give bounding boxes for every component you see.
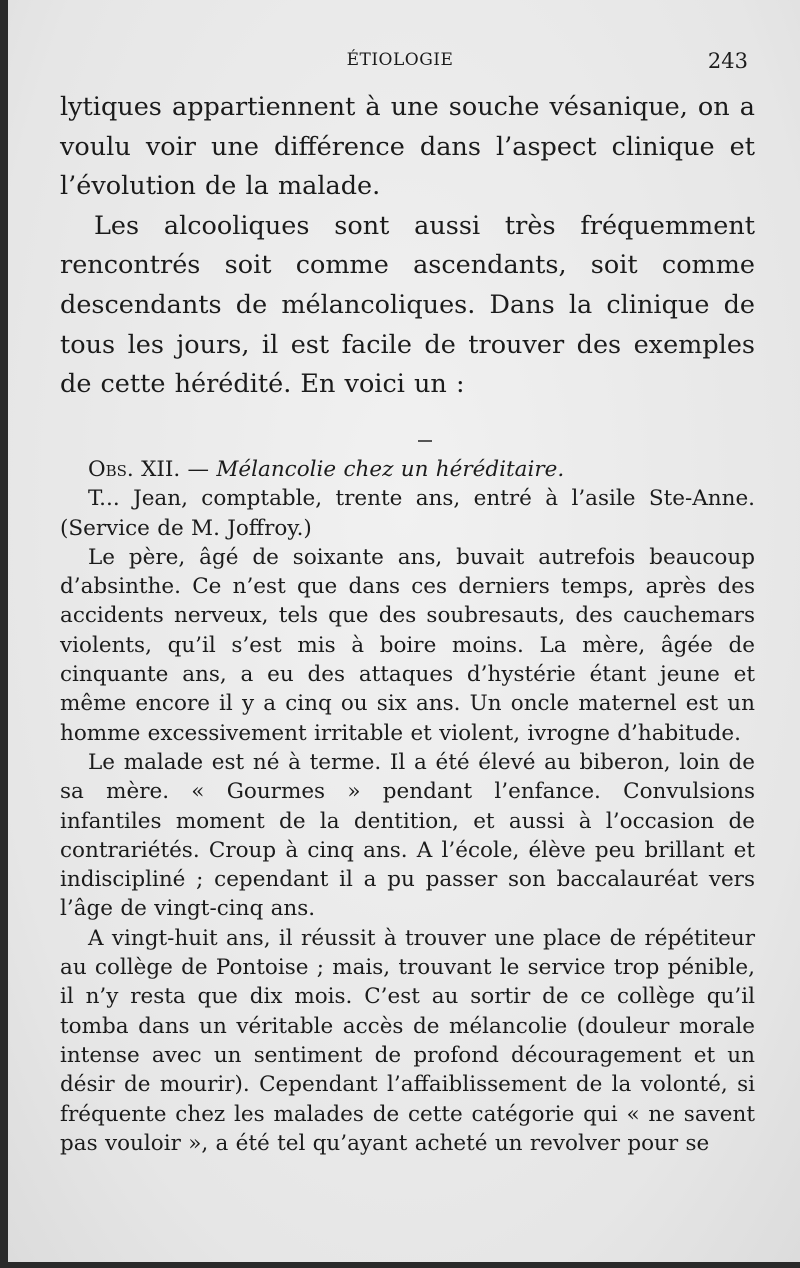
- observation-label: Obs. XII. —: [88, 457, 210, 482]
- observation-title: Mélancolie chez un héréditaire.: [216, 457, 565, 482]
- observation-block: [60, 455, 755, 1158]
- observation-paragraph: Le père, âgé de soixante ans, buvait autrefois beaucoup d’absinthe. Ce n’est que dans ces derniers temps, après des accidents nerveux, tels que des soubresauts, des cauchemars violents, qu’il s’est mis à boire moins. La mère, âgée de cinquante ans, a eu des attaques d’hystérie étant jeune et même encore il y a cinq ou six ans. Un oncle maternel est un homme excessivement irritable et violent, ivrogne d’habitude.: [60, 544, 755, 746]
- body-text: [60, 88, 755, 405]
- running-head: [8, 50, 800, 74]
- observation-paragraph: A vingt-huit ans, il réussit à trouver une place de répétiteur au collège de Pontoise ; mais, trouvant le service trop pénible, il n’y resta que dix mois. C’est au sortir de ce collège qu’il tomba dans un véritable accès de mélancolie (douleur morale intense avec un sentiment de profond découragement et un désir de mourir). Cependant l’affaiblissement de la volonté, si fréquente chez les malades de cette catégorie qui « ne savent pas vouloir », a été tel qu’ayant acheté un revolver pour se: [60, 925, 755, 1156]
- paragraph: Les alcooliques sont aussi très fréquemment rencontrés soit comme ascendants, soit comme descendants de mélancoliques. Dans la clinique de tous les jours, il est facile de trouver des exemples de cette hérédité. En voici un :: [60, 210, 755, 400]
- book-page: [8, 0, 800, 1262]
- page-number: 243: [707, 49, 748, 73]
- observation-paragraph: Le malade est né à terme. Il a été élevé au biberon, loin de sa mère. « Gourmes » pendant l’enfance. Convulsions infantiles moment de la dentition, et aussi à l’occasion de contrariétés. Croup à cinq ans. A l’école, élève peu brillant et indiscipliné ; cependant il a pu passer son baccalauréat vers l’âge de vingt-cinq ans.: [60, 749, 755, 922]
- running-title: ÉTIOLOGIE: [346, 50, 454, 70]
- section-separator: [418, 440, 432, 442]
- observation-heading: [60, 455, 755, 484]
- observation-paragraph: T... Jean, comptable, trente ans, entré à l’asile Ste-Anne. (Service de M. Joffroy.): [60, 486, 755, 541]
- paragraph-continued: lytiques appartiennent à une souche vésanique, on a voulu voir une différence dans l’aspect clinique et l’évolution de la malade.: [60, 92, 755, 202]
